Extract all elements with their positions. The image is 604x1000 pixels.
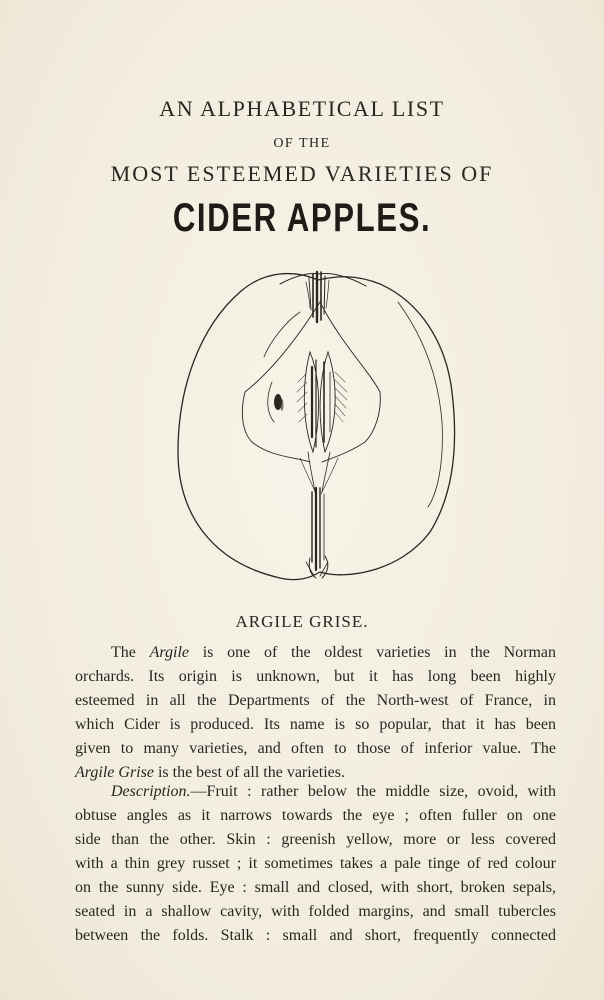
text-line: given to many varieties, and often to those of inferior value. The	[75, 740, 556, 757]
text-line: Argile Grise is the best of all the varieties.	[75, 764, 346, 781]
text-line: Description.—Fruit : rather below the middle size, ovoid, with	[111, 783, 556, 800]
text-line: orchards. Its origin is unknown, but it has long been highly	[75, 668, 556, 685]
text-line: seated in a shallow cavity, with folded margins, and small tubercles	[75, 903, 556, 920]
text-line: The Argile is one of the oldest varieties in the Norman	[111, 644, 557, 661]
text-line: esteemed in all the Departments of the North-west of France, in	[75, 692, 556, 709]
text-line: which Cider is produced. Its name is so popular, that it has been	[75, 716, 556, 733]
text-line: between the folds. Stalk : small and short, frequently connected	[75, 927, 556, 944]
paragraph-argile-history	[75, 641, 556, 785]
text-line: side than the other. Skin : greenish yellow, more or less covered	[75, 831, 556, 848]
apple-cross-section-illustration	[170, 262, 460, 592]
text-line: obtuse angles as it narrows towards the eye ; often fuller on one	[75, 807, 556, 824]
text-line: on the sunny side. Eye : small and closed, with short, broken sepals,	[75, 879, 556, 896]
heading-line-1: AN ALPHABETICAL LIST	[159, 96, 445, 121]
heading-line-3: MOST ESTEEMED VARIETIES OF	[110, 161, 494, 186]
heading-line-2: OF THE	[273, 136, 331, 151]
figure-caption: ARGILE GRISE.	[235, 612, 369, 631]
paragraph-description	[75, 780, 556, 948]
heading-main-title: CIDER APPLES.	[172, 196, 432, 240]
text-line: with a thin grey russet ; it sometimes takes a pale tinge of red colour	[75, 855, 556, 872]
